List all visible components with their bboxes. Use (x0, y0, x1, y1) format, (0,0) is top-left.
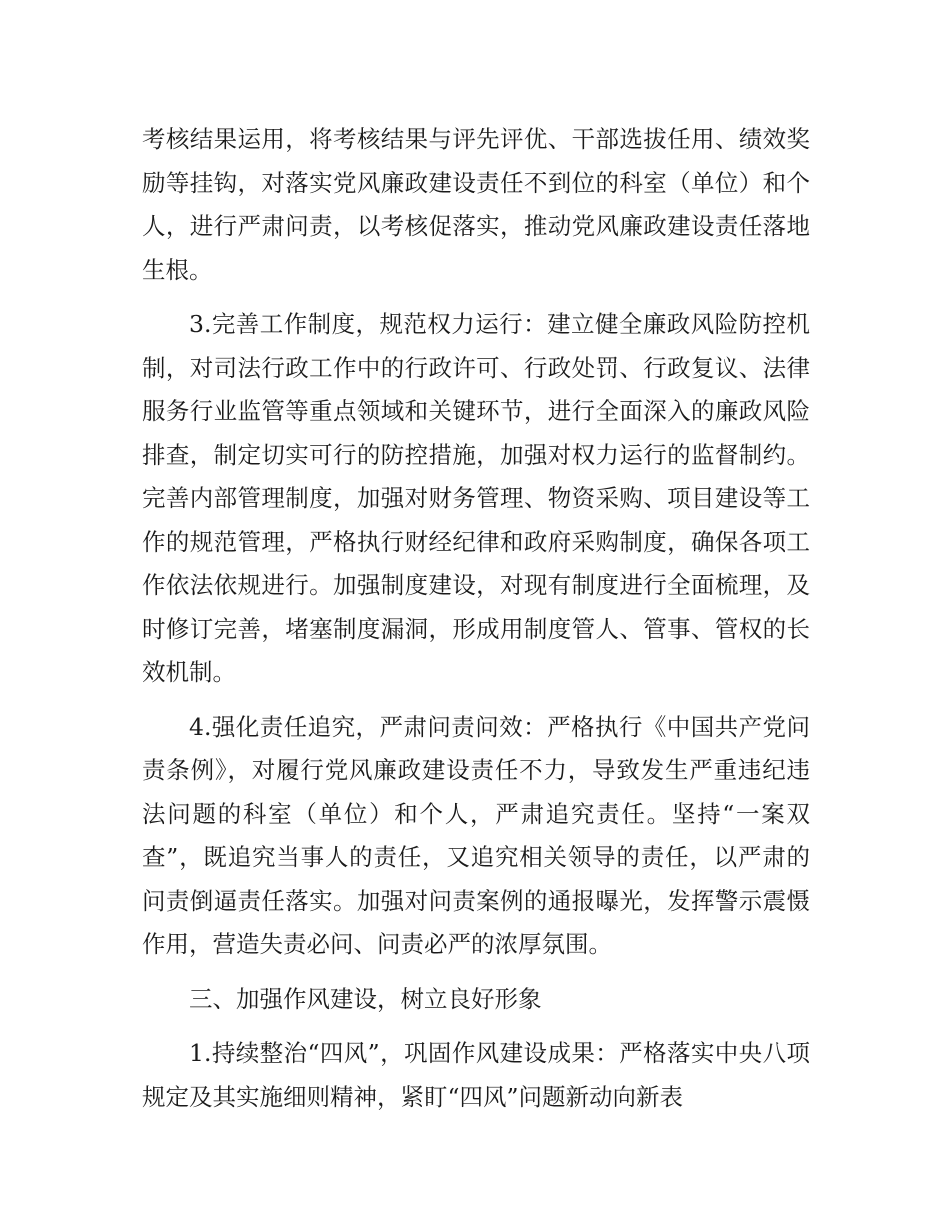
paragraph-item-3: 3.完善工作制度，规范权力运行：建立健全廉政风险防控机制，对司法行政工作中的行政许可、行政处罚、行政复议、法律服务行业监管等重点领域和关键环节，进行全面深入的廉政风险排查，制定切实可行的防控措施，加强对权力运行的监督制约。完善内部管理制度，加强对财务管理、物资采购、项目建设等工作的规范管理，严格执行财经纪律和政府采购制度，确保各项工作依法依规进行。加强制度建设，对现有制度进行全面梳理，及时修订完善，堵塞制度漏洞，形成用制度管人、管事、管权的长效机制。 (142, 310, 810, 686)
document-body (142, 118, 810, 1130)
section-heading: 三、加强作风建设，树立良好形象 (189, 984, 542, 1013)
paragraph-item-4: 4.强化责任追究，严肃问责问效：严格执行《中国共产党问责条例》，对履行党风廉政建设责任不力，导致发生严重违纪违法问题的科室（单位）和个人，严肃追究责任。坚持“一案双查”，既追究当事人的责任，又追究相关领导的责任，以严肃的问责倒逼责任落实。加强对问责案例的通报曝光，发挥警示震慑作用，营造失责必问、问责必严的浓厚氛围。 (142, 712, 810, 958)
paragraph-item-1: 1.持续整治“四风”，巩固作风建设成果：严格落实中央八项规定及其实施细则精神，紧盯“四风”问题新动向新表 (142, 1039, 810, 1111)
paragraph-continuation: 考核结果运用，将考核结果与评先评优、干部选拔任用、绩效奖励等挂钩，对落实党风廉政建设责任不到位的科室（单位）和个人，进行严肃问责，以考核促落实，推动党风廉政建设责任落地生根。 (142, 125, 810, 284)
